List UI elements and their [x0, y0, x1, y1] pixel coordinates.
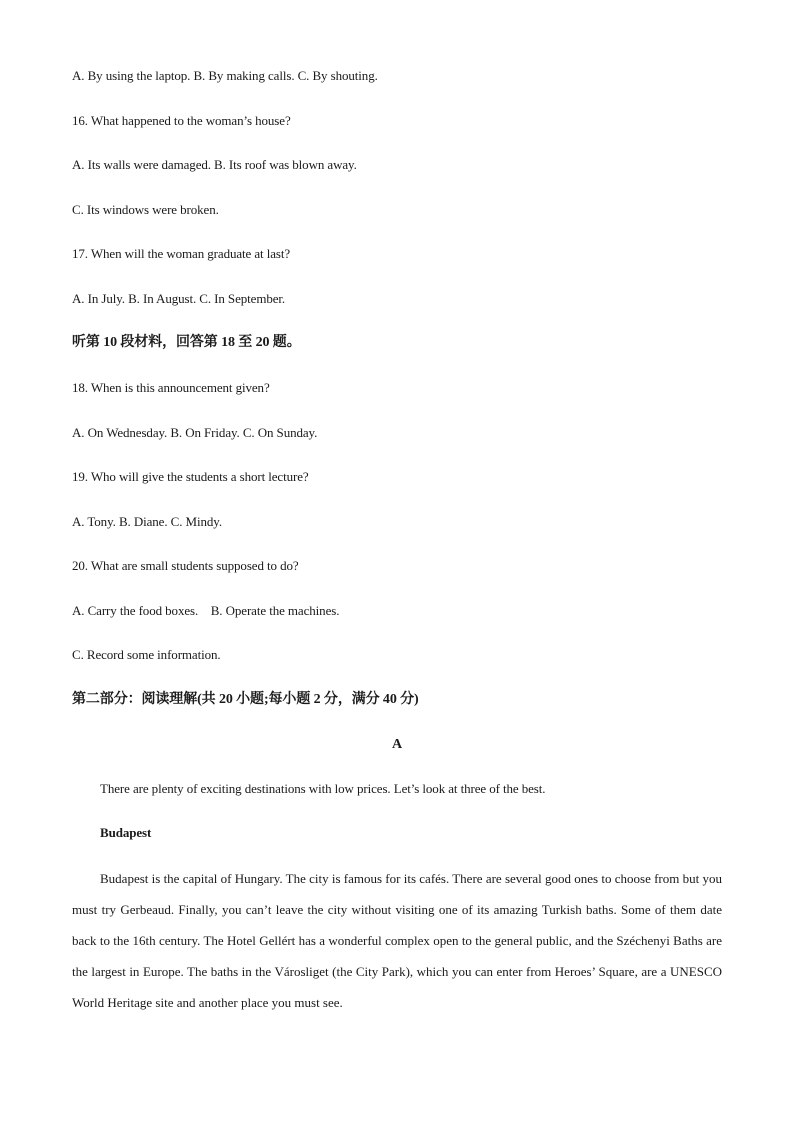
q20-options-ab: A. Carry the food boxes. B. Operate the machines.: [72, 603, 340, 618]
q16-options-ab: A. Its walls were damaged. B. Its roof was blown away.: [72, 157, 357, 172]
subheading-budapest: Budapest: [100, 825, 152, 840]
q17-options: A. In July. B. In August. C. In September.: [72, 291, 286, 306]
q16-option-c: C. Its windows were broken.: [72, 202, 219, 217]
q19-options: A. Tony. B. Diane. C. Mindy.: [72, 514, 223, 529]
passage-letter: A: [391, 737, 403, 752]
q20-option-c: C. Record some information.: [72, 647, 221, 662]
question-18: 18. When is this announcement given?: [72, 380, 270, 395]
section-10-heading: 听第 10 段材料，回答第 18 至 20 题。: [72, 335, 301, 350]
question-16: 16. What happened to the woman’s house?: [72, 113, 291, 128]
question-19: 19. Who will give the students a short lecture?: [72, 469, 309, 484]
q15-options: A. By using the laptop. B. By making calls. C. By shouting.: [72, 68, 378, 83]
q18-options: A. On Wednesday. B. On Friday. C. On Sunday.: [72, 425, 318, 440]
paragraph-budapest: Budapest is the capital of Hungary. The city is famous for its cafés. There are several good ones to choose from but you must try Gerbeaud. Finally, you can’t leave the city without visiting one of its amazing Turkish baths. Some of them date back to the 16th century. The Hotel Gellért has a wonderful complex open to the general public, and the Széchenyi Baths are the largest in Europe. The baths in the Városliget (the City Park), which you can enter from Heroes’ Square, are a UNESCO World Heritage site and another place you must see.: [72, 871, 722, 1010]
question-17: 17. When will the woman graduate at last?: [72, 246, 291, 261]
question-20: 20. What are small students supposed to do?: [72, 558, 299, 573]
passage-intro: There are plenty of exciting destinations with low prices. Let’s look at three of the best.: [100, 781, 546, 796]
part-two-heading: 第二部分：阅读理解(共 20 小题;每小题 2 分，满分 40 分): [72, 692, 419, 707]
